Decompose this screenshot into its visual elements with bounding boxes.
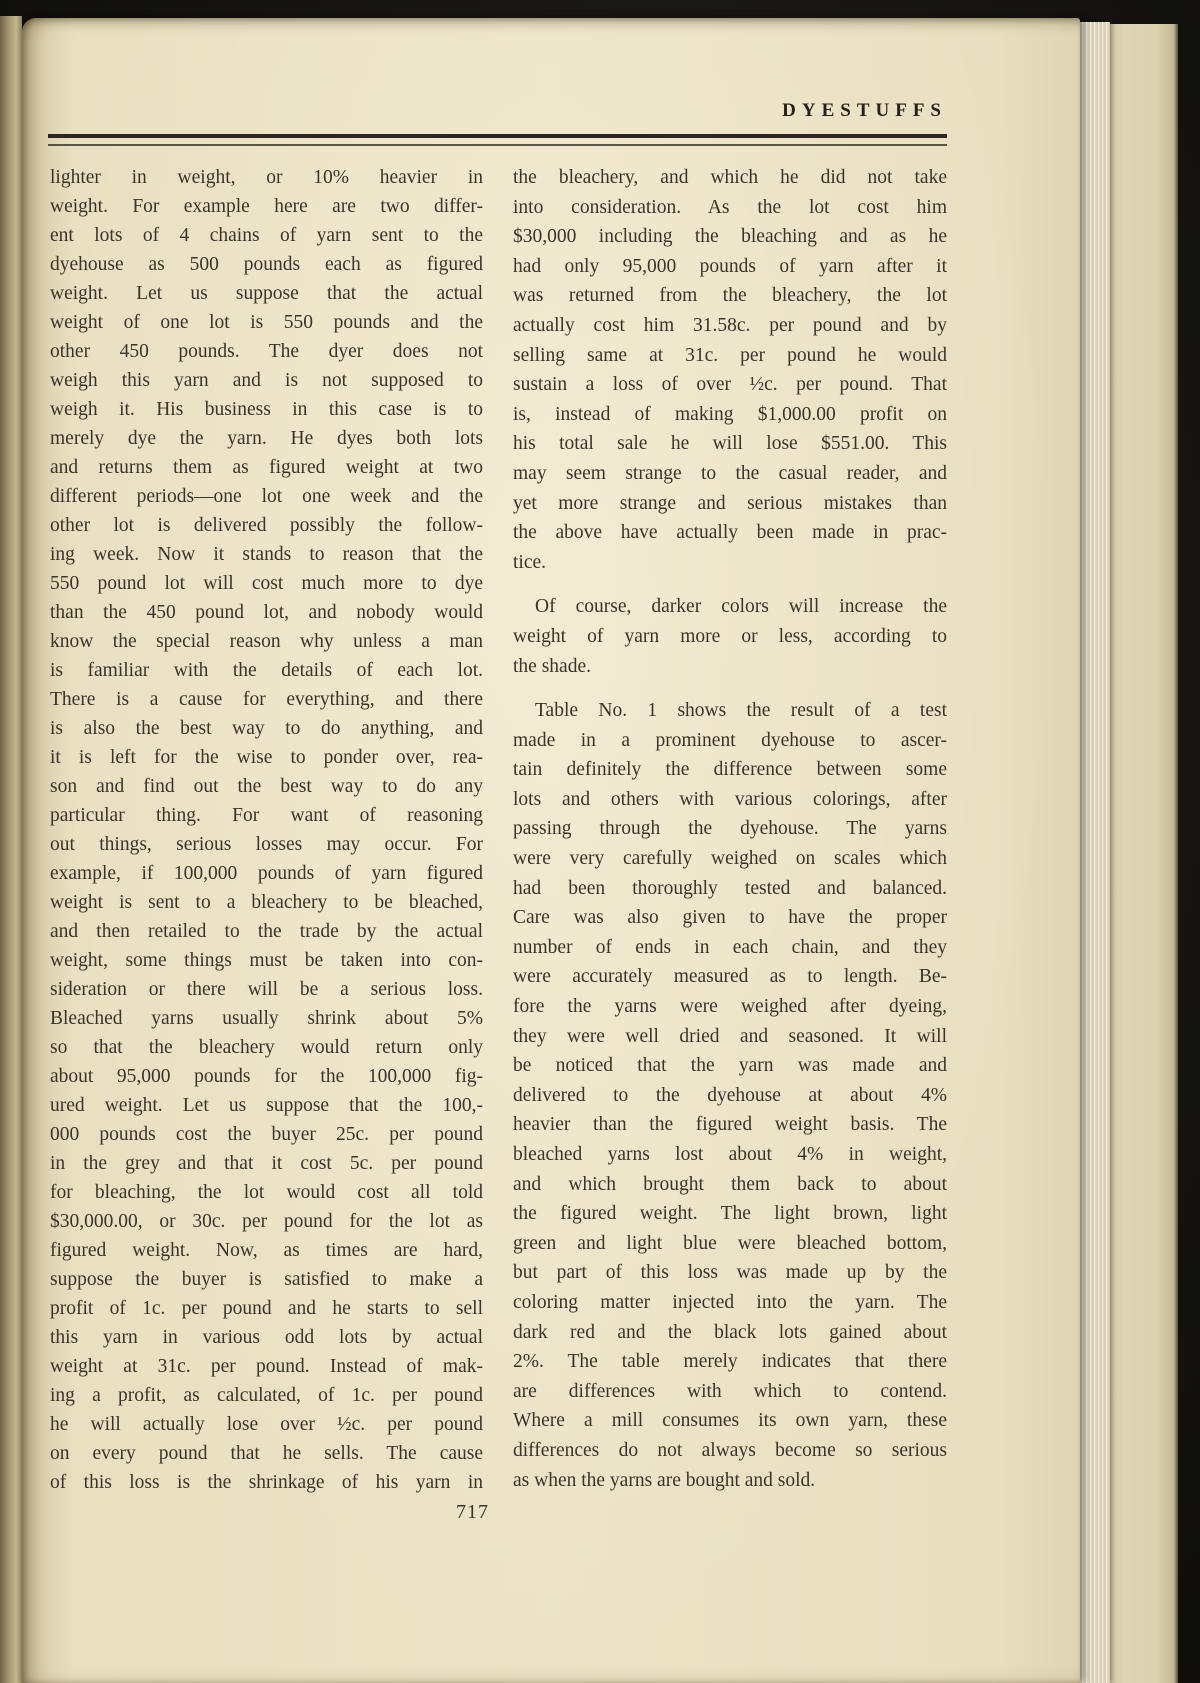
paragraph (513, 696, 947, 1495)
text-line: made in a prominent dyehouse to ascer- (513, 729, 947, 751)
text-line: example, if 100,000 pounds of yarn figured (50, 863, 483, 884)
text-line: were very carefully weighed on scales which (513, 848, 947, 870)
text-line: bleached yarns lost about 4% in weight, (513, 1144, 947, 1165)
text-line: lighter in weight, or 10% heavier in (50, 167, 483, 188)
text-line: and returns them as figured weight at two (50, 457, 483, 478)
text-line: on every pound that he sells. The cause (50, 1443, 483, 1464)
text-line: the bleachery, and which he did not take (513, 167, 947, 188)
text-line: son and find out the best way to do any (50, 776, 483, 797)
text-line: his total sale he will lose $551.00. This (513, 433, 947, 455)
text-line: be noticed that the yarn was made and (513, 1055, 947, 1077)
text-line: profit of 1c. per pound and he starts to sell (50, 1298, 483, 1319)
paragraph (513, 592, 947, 681)
text-line: other 450 pounds. The dyer does not (50, 341, 483, 362)
text-line: ing week. Now it stands to reason that the (50, 544, 483, 565)
text-line: number of ends in each chain, and they (513, 936, 947, 958)
text-line: weigh it. His business in this case is to (50, 399, 483, 420)
text-line: and which brought them back to about (513, 1173, 947, 1195)
text-line: in the grey and that it cost 5c. per pound (50, 1153, 483, 1174)
text-line: figured weight. Now, as times are hard, (50, 1240, 483, 1261)
fanned-page-edges (1078, 22, 1110, 1683)
text-line: is also the best way to do anything, and (50, 718, 483, 739)
right-text-column (513, 163, 947, 1497)
underlying-page-edge (1104, 24, 1178, 1683)
text-line: this yarn in various odd lots by actual (50, 1327, 483, 1348)
text-line: There is a cause for everything, and there (50, 689, 483, 710)
text-line: weigh this yarn and is not supposed to (50, 370, 483, 391)
text-line: is familiar with the details of each lot. (50, 660, 483, 681)
text-line: weight of yarn more or less, according to (513, 625, 947, 647)
text-line: they were well dried and seasoned. It will (513, 1025, 947, 1047)
text-line: ured weight. Let us suppose that the 100,- (50, 1095, 483, 1116)
text-line: he will actually lose over ½c. per pound (50, 1414, 483, 1435)
text-line: Care was also given to have the proper (513, 907, 947, 929)
text-line: 000 pounds cost the buyer 25c. per pound (50, 1124, 483, 1145)
text-line: Bleached yarns usually shrink about 5% (50, 1008, 483, 1029)
text-line: dark red and the black lots gained about (513, 1321, 947, 1343)
text-line: the above have actually been made in prac- (513, 522, 947, 544)
page-number: 717 (456, 1501, 489, 1523)
text-line: coloring matter injected into the yarn. The (513, 1291, 947, 1313)
text-line: into consideration. As the lot cost him (513, 196, 947, 218)
text-line: but part of this loss was made up by the (513, 1262, 947, 1284)
text-line: ent lots of 4 chains of yarn sent to the (50, 225, 483, 246)
text-line: ing a profit, as calculated, of 1c. per pound (50, 1385, 483, 1406)
text-line: differences do not always become so serious (513, 1439, 947, 1461)
text-line: delivered to the dyehouse at about 4% (513, 1084, 947, 1106)
text-line: weight of one lot is 550 pounds and the (50, 312, 483, 333)
text-line: had been thoroughly tested and balanced. (513, 877, 947, 899)
running-header: DYESTUFFS (782, 100, 947, 121)
text-line: weight. Let us suppose that the actual (50, 283, 483, 304)
text-line: of this loss is the shrinkage of his yarn in (50, 1472, 483, 1493)
text-line: and then retailed to the trade by the actual (50, 921, 483, 942)
text-line: selling same at 31c. per pound he would (513, 344, 947, 366)
text-line: tice. (513, 551, 547, 573)
text-line: know the special reason why unless a man (50, 631, 483, 652)
text-line: different periods—one lot one week and the (50, 486, 483, 507)
text-line: weight. For example here are two differ- (50, 196, 483, 217)
text-line: green and light blue were bleached bottom, (513, 1232, 947, 1254)
text-line: sideration or there will be a serious loss. (50, 979, 483, 1000)
text-line: actually cost him 31.58c. per pound and by (513, 314, 947, 336)
text-line: merely dye the yarn. He dyes both lots (50, 428, 483, 449)
text-line: was returned from the bleachery, the lot (513, 285, 947, 307)
book-page (22, 18, 1080, 1683)
text-line: out things, serious losses may occur. For (50, 834, 483, 855)
text-line: the figured weight. The light brown, light (513, 1203, 947, 1225)
text-line: yet more strange and serious mistakes than (513, 492, 947, 514)
text-line: passing through the dyehouse. The yarns (513, 818, 947, 840)
text-line: were accurately measured as to length. Be- (513, 966, 947, 988)
text-line: suppose the buyer is satisfied to make a (50, 1269, 483, 1290)
text-line: had only 95,000 pounds of yarn after it (513, 255, 947, 277)
text-line: tain definitely the difference between some (513, 759, 947, 781)
text-line: Of course, darker colors will increase the (535, 596, 947, 618)
text-line: lots and others with various colorings, after (513, 788, 947, 810)
text-line: 550 pound lot will cost much more to dye (50, 573, 483, 594)
text-columns (50, 163, 947, 1497)
text-line: so that the bleachery would return only (50, 1037, 483, 1058)
text-line: 2%. The table merely indicates that there (513, 1351, 947, 1373)
text-line: other lot is delivered possibly the follow- (50, 515, 483, 536)
text-line: sustain a loss of over ½c. per pound. That (513, 374, 947, 396)
header-rule-thin (48, 144, 947, 146)
text-line: weight, some things must be taken into con- (50, 950, 483, 971)
text-line: dyehouse as 500 pounds each as figured (50, 254, 483, 275)
left-text-column (50, 163, 483, 1497)
text-line: weight is sent to a bleachery to be bleached, (50, 892, 483, 913)
text-line: about 95,000 pounds for the 100,000 fig- (50, 1066, 483, 1087)
text-line: as when the yarns are bought and sold. (513, 1469, 816, 1491)
text-line: Where a mill consumes its own yarn, these (513, 1410, 947, 1432)
text-line: is, instead of making $1,000.00 profit on (513, 403, 947, 425)
text-line: weight at 31c. per pound. Instead of mak- (50, 1356, 483, 1377)
text-line: particular thing. For want of reasoning (50, 805, 483, 826)
text-line: are differences with which to contend. (513, 1380, 947, 1402)
text-line: Table No. 1 shows the result of a test (535, 700, 947, 722)
book-spine-edge (0, 16, 22, 1683)
text-line: than the 450 pound lot, and nobody would (50, 602, 483, 623)
text-line: may seem strange to the casual reader, and (513, 462, 947, 484)
text-line: for bleaching, the lot would cost all told (50, 1182, 483, 1203)
text-line: the shade. (513, 655, 591, 677)
text-line: $30,000.00, or 30c. per pound for the lot as (50, 1211, 483, 1232)
text-line: heavier than the figured weight basis. The (513, 1114, 947, 1136)
header-rule-thick (48, 134, 947, 138)
text-line: $30,000 including the bleaching and as he (513, 226, 947, 248)
text-line: fore the yarns were weighed after dyeing, (513, 996, 947, 1018)
text-line: it is left for the wise to ponder over, rea- (50, 747, 483, 768)
paragraph (513, 163, 947, 577)
paragraph (50, 163, 483, 1497)
